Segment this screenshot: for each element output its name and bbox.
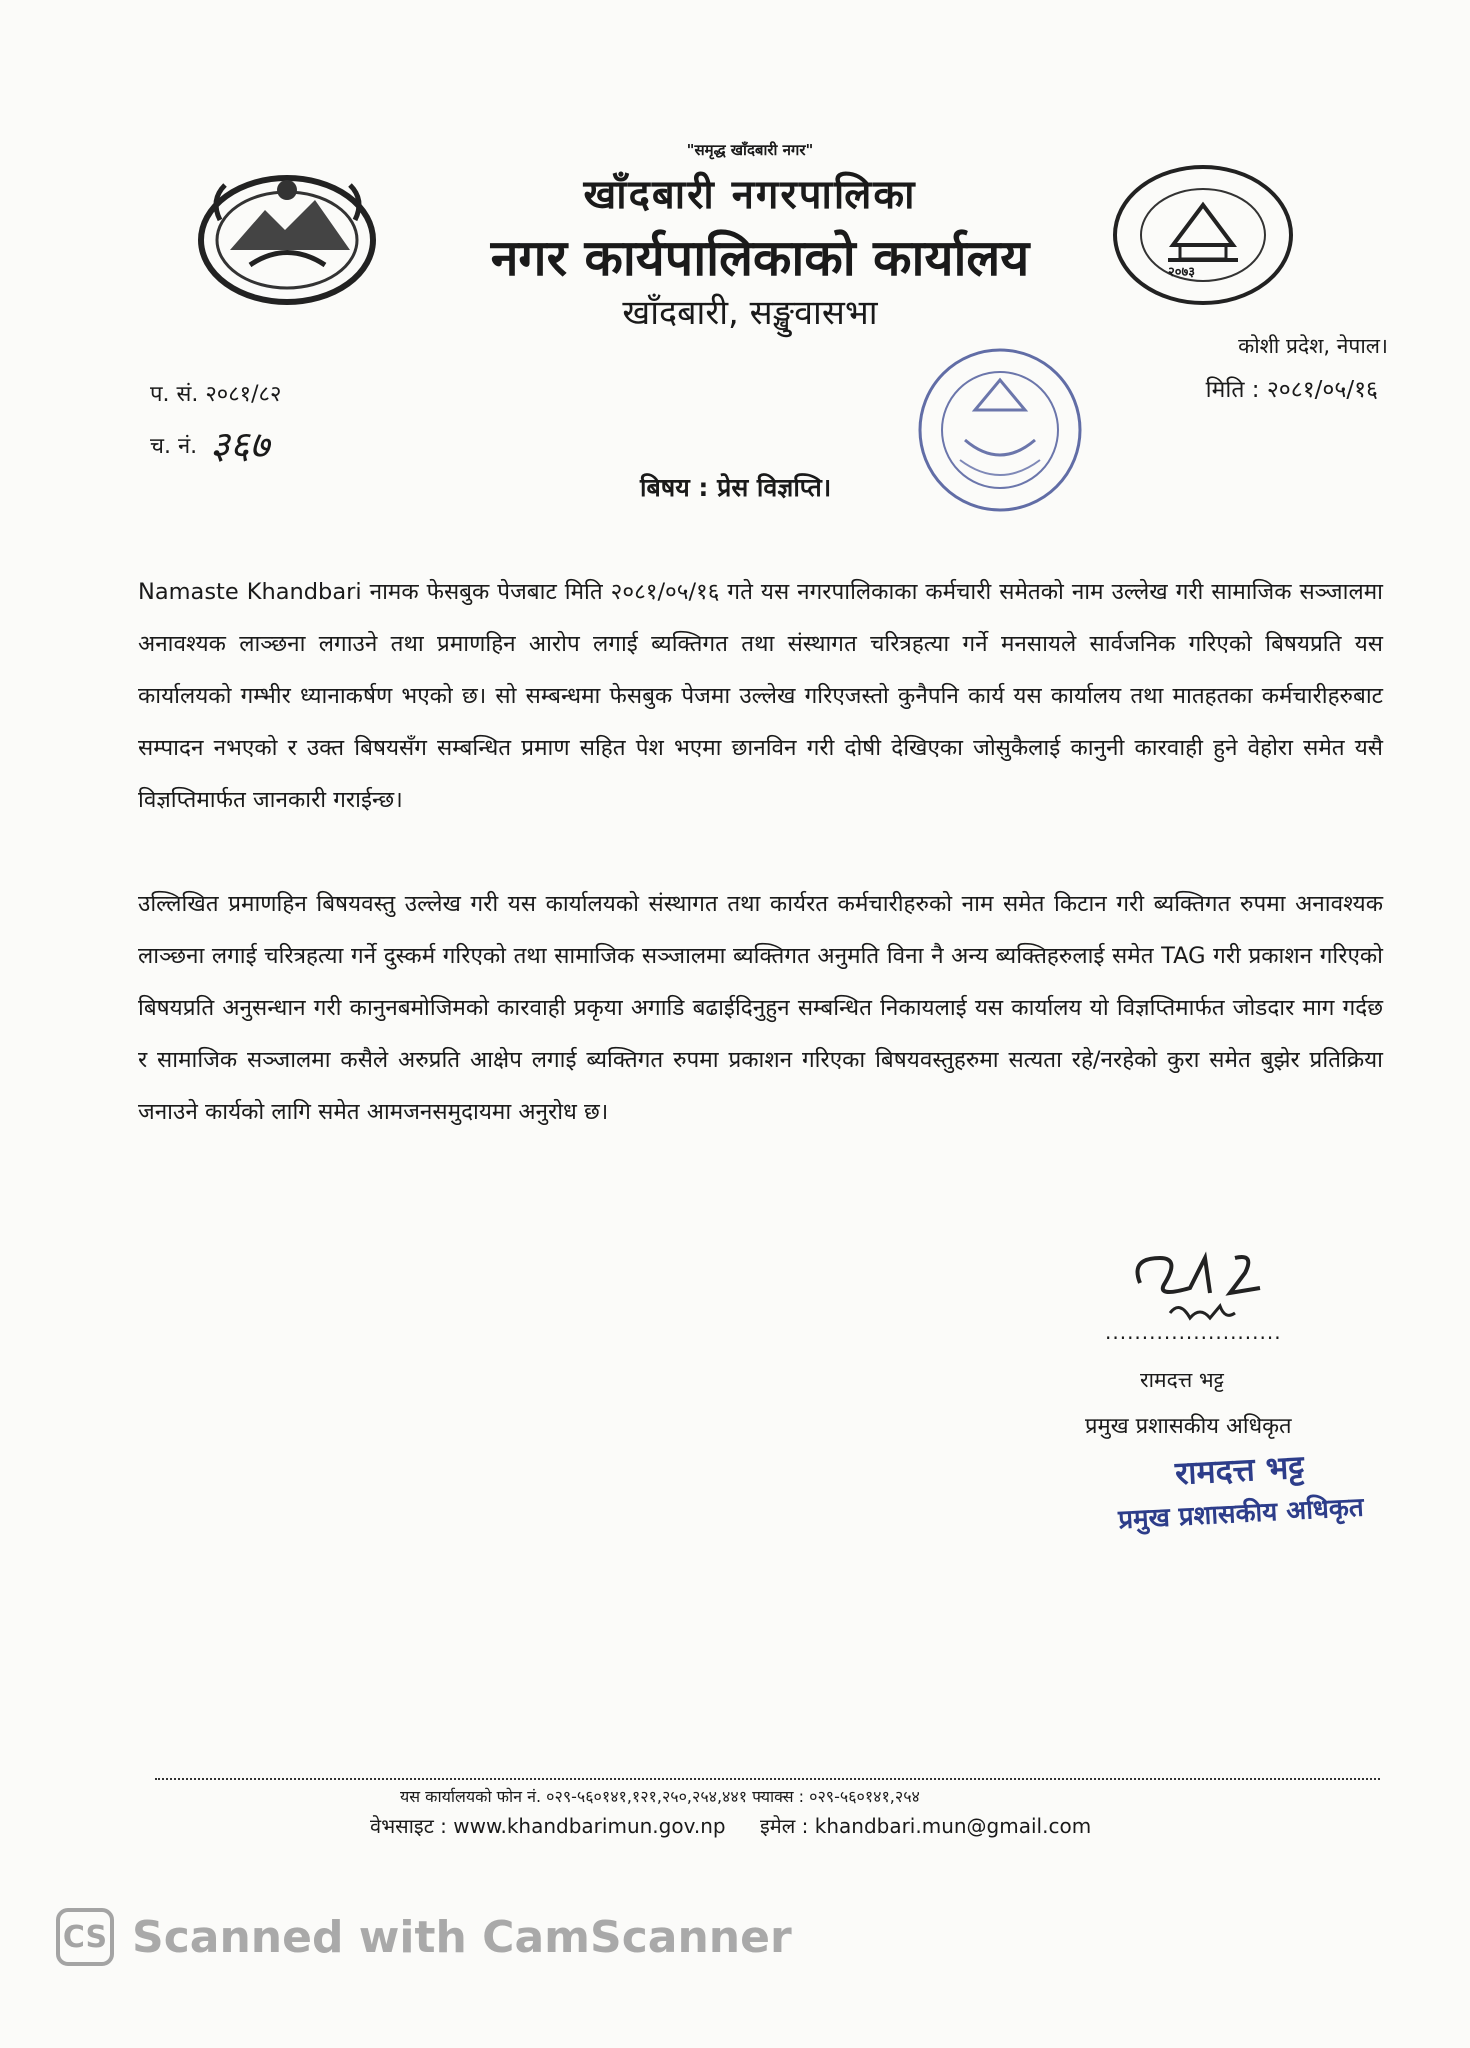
logo-year: २०७३ <box>1168 265 1196 280</box>
body-paragraph-1: Namaste Khandbari नामक फेसबुक पेजबाट मिति २०८१/०५/१६ गते यस नगरपालिकाका कर्मचारी समेतको नाम उल्लेख गरी सामाजिक सञ्जालमा अनावश्यक लाञ्छना लगाउने तथा प्रमाणहिन आरोप लगाई ब्यक्तिगत तथा संस्थागत चरित्रहत्या गर्ने मनसायले सार्वजनिक गरिएको बिषयप्रति यस कार्यालयको गम्भीर ध्यानाकर्षण भएको छ। सो सम्बन्धमा फेसबुक पेजमा उल्लेख गरिएजस्तो कुनैपनि कार्य यस कार्यालय तथा मातहतका कर्मचारीहरुबाट सम्पादन नभएको र उक्त बिषयसँग सम्बन्धित प्रमाण सहित पेश भएमा छानविन गरी दोषी देखिएका जोसुकैलाई कानुनी कारवाही हुने वेहोरा समेत यसै विज्ञप्तिमार्फत जानकारी गराईन्छ। <box>138 579 1383 813</box>
signatory-post: प्रमुख प्रशासकीय अधिकृत <box>1085 1414 1292 1439</box>
website-link[interactable]: www.khandbarimun.gov.np <box>453 1814 726 1838</box>
province: कोशी प्रदेश, नेपाल। <box>1238 334 1388 358</box>
camscanner-label: Scanned with CamScanner <box>132 1911 792 1963</box>
email-label: इमेल : <box>759 1814 809 1838</box>
letter-date: मिति : २०८१/०५/१६ <box>1205 377 1378 403</box>
signature-dots: ........................ <box>1105 1320 1282 1344</box>
website-label: वेभसाइट : <box>370 1814 447 1838</box>
footer-divider <box>155 1778 1380 1780</box>
camscanner-watermark <box>56 1908 792 1966</box>
email-link[interactable]: khandbari.mun@gmail.com <box>814 1814 1092 1838</box>
municipality-title: खाँदबारी नगरपालिका <box>583 172 917 218</box>
body-paragraph-2: उल्लिखित प्रमाणहिन बिषयवस्तु उल्लेख गरी यस कार्यालयको संस्थागत तथा कार्यरत कर्मचारीहरुको नाम समेत किटान गरी ब्यक्तिगत रुपमा अनावश्यक लाञ्छना लगाई चरित्रहत्या गर्ने दुस्कर्म गरिएको तथा सामाजिक सञ्जालमा ब्यक्तिगत अनुमति विना नै अन्य ब्यक्तिहरुलाई समेत TAG गरी प्रकाशन गरिएको बिषयप्रति अनुसन्धान गरी कानुनबमोजिमको कारवाही प्रकृया अगाडि बढाईदिनुहुन सम्बन्धित निकायलाई यस कार्यालय यो विज्ञप्तिमार्फत जोडदार माग गर्दछ र सामाजिक सञ्जालमा कसैले अरुप्रति आक्षेप लगाई ब्यक्तिगत रुपमा प्रकाशन गरिएका बिषयवस्तुहरुमा सत्यता रहे/नरहेको कुरा समेत बुझेर प्रतिक्रिया जनाउने कार्यको लागि समेत आमजनसमुदायमा अनुरोध छ। <box>138 891 1383 1125</box>
subject-line: बिषय : प्रेस विज्ञप्ति। <box>640 473 832 502</box>
stamp-name: रामदत्त भट्ट <box>1174 1447 1305 1493</box>
fiscal-reference: प. सं. २०८१/८२ <box>150 382 282 407</box>
municipality-logo-icon <box>1108 160 1298 310</box>
office-seal-stamp-icon <box>905 330 1095 560</box>
footer-web-email <box>370 1812 1091 1839</box>
stamp-post: प्रमुख प्रशासकीय अधिकृत <box>1117 1492 1365 1536</box>
nepal-emblem-icon <box>190 160 385 310</box>
office-title: नगर कार्यपालिकाको कार्यालय <box>490 229 1030 287</box>
dispatch-label: च. नं. <box>150 434 198 459</box>
footer-contact: यस कार्यालयको फोन नं. ०२९-५६०१४१,१२१,२५०,२५४,४४१ फ्याक्स : ०२९-५६०१४१,२५४ <box>400 1787 920 1806</box>
camscanner-icon: CS <box>56 1908 114 1966</box>
signatory-name: रामदत्त भट्ट <box>1140 1368 1224 1392</box>
dispatch-number: ३६७ <box>210 423 270 467</box>
motto: "समृद्ध खाँदबारी नगर" <box>686 141 814 159</box>
office-location: खाँदबारी, सङ्खुवासभा <box>622 293 878 333</box>
